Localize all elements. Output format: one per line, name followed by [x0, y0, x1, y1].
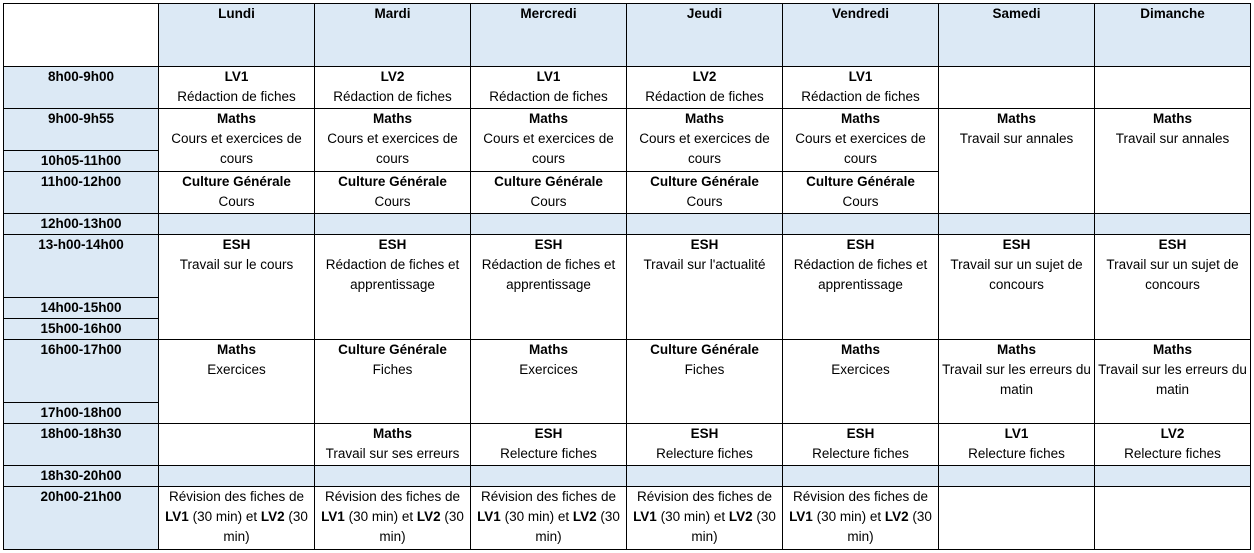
- activity-subject: Culture Générale: [338, 342, 447, 357]
- activity-cell: [783, 235, 939, 340]
- activity-subject: ESH: [690, 426, 719, 441]
- revision-lv2: LV2: [728, 509, 753, 524]
- activity-subject: Culture Générale: [182, 174, 291, 189]
- activity-cell: [315, 235, 471, 340]
- activity-description: Rédaction de fiches: [489, 89, 608, 104]
- revision-lv1: LV1: [633, 509, 657, 524]
- activity-cell: [627, 67, 783, 109]
- activity-subject: LV2: [1160, 426, 1185, 441]
- activity-cell: [471, 172, 627, 214]
- activity-cell: [159, 235, 315, 340]
- row-8h00: [4, 67, 1251, 109]
- activity-description: Cours: [842, 194, 879, 209]
- row-18h30: [4, 466, 1251, 487]
- day-header-dimanche: Dimanche: [1095, 4, 1251, 67]
- activity-cell: [627, 424, 783, 466]
- activity-cell: [783, 67, 939, 109]
- header-row: [4, 4, 1251, 67]
- revision-cell: [159, 487, 315, 550]
- activity-cell: [315, 109, 471, 172]
- break-band: [1095, 466, 1251, 487]
- activity-subject: ESH: [690, 237, 719, 252]
- activity-cell: [1095, 424, 1251, 466]
- activity-subject: LV1: [536, 69, 561, 84]
- revision-mid: (30 min) et: [504, 509, 570, 524]
- activity-description: Cours et exercices de cours: [795, 131, 926, 166]
- break-band: [783, 214, 939, 235]
- activity-subject: Maths: [1152, 111, 1192, 126]
- activity-subject: ESH: [534, 237, 563, 252]
- activity-description: Rédaction de fiches et apprentissage: [793, 257, 928, 292]
- revision-suffix: (30 min): [691, 509, 776, 544]
- activity-cell: [1095, 340, 1251, 424]
- day-header-samedi: Samedi: [939, 4, 1095, 67]
- activity-description: Exercices: [519, 362, 578, 377]
- activity-description: Travail sur annales: [959, 131, 1074, 146]
- activity-description: Cours: [374, 194, 411, 209]
- activity-description: Cours et exercices de cours: [327, 131, 458, 166]
- break-band: [939, 466, 1095, 487]
- time-label: 20h00-21h00: [4, 487, 159, 550]
- revision-lv2: LV2: [884, 509, 909, 524]
- time-label: 18h30-20h00: [4, 466, 159, 487]
- day-header-lundi: Lundi: [159, 4, 315, 67]
- activity-subject: Maths: [528, 342, 568, 357]
- activity-cell: [471, 109, 627, 172]
- day-header-vendredi: Vendredi: [783, 4, 939, 67]
- time-label: 14h00-15h00: [4, 298, 159, 319]
- row-9h00: [4, 109, 1251, 151]
- revision-suffix: (30 min): [535, 509, 620, 544]
- activity-cell: [315, 67, 471, 109]
- time-label: 17h00-18h00: [4, 403, 159, 424]
- activity-cell: [471, 67, 627, 109]
- activity-cell: [471, 340, 627, 424]
- activity-cell: [315, 424, 471, 466]
- revision-prefix: Révision des fiches de: [636, 489, 773, 504]
- time-label: 9h00-9h55: [4, 109, 159, 151]
- revision-prefix: Révision des fiches de: [792, 489, 929, 504]
- empty-cell: [1095, 487, 1251, 550]
- break-band: [471, 214, 627, 235]
- corner-cell: [4, 4, 159, 67]
- activity-subject: LV1: [224, 69, 249, 84]
- break-band: [627, 466, 783, 487]
- activity-description: Cours et exercices de cours: [483, 131, 614, 166]
- activity-subject: Maths: [216, 342, 256, 357]
- activity-description: Cours et exercices de cours: [639, 131, 770, 166]
- activity-cell: [159, 109, 315, 172]
- activity-cell: [939, 109, 1095, 214]
- activity-cell: [159, 340, 315, 424]
- revision-suffix: (30 min): [847, 509, 932, 544]
- revision-prefix: Révision des fiches de: [168, 489, 305, 504]
- revision-mid: (30 min) et: [348, 509, 414, 524]
- revision-lv2: LV2: [416, 509, 441, 524]
- activity-cell: [627, 172, 783, 214]
- revision-suffix: (30 min): [223, 509, 308, 544]
- row-20h00: [4, 487, 1251, 550]
- activity-description: Rédaction de fiches et apprentissage: [325, 257, 460, 292]
- activity-subject: LV2: [380, 69, 405, 84]
- activity-description: Relecture fiches: [656, 446, 753, 461]
- activity-description: Rédaction de fiches: [333, 89, 452, 104]
- break-band: [315, 214, 471, 235]
- revision-lv1: LV1: [477, 509, 501, 524]
- activity-cell: [471, 235, 627, 340]
- revision-cell: [627, 487, 783, 550]
- activity-subject: Maths: [840, 342, 880, 357]
- break-band: [315, 466, 471, 487]
- activity-description: Travail sur annales: [1115, 131, 1230, 146]
- break-band: [159, 214, 315, 235]
- activity-description: Rédaction de fiches: [801, 89, 920, 104]
- activity-subject: Culture Générale: [806, 174, 915, 189]
- activity-subject: Culture Générale: [494, 174, 603, 189]
- activity-description: Relecture fiches: [968, 446, 1065, 461]
- break-band: [939, 214, 1095, 235]
- time-label: 18h00-18h30: [4, 424, 159, 466]
- activity-subject: Maths: [372, 111, 412, 126]
- activity-subject: ESH: [222, 237, 251, 252]
- break-band: [159, 466, 315, 487]
- activity-description: Fiches: [372, 362, 413, 377]
- activity-description: Rédaction de fiches: [177, 89, 296, 104]
- activity-description: Relecture fiches: [1124, 446, 1221, 461]
- activity-subject: Maths: [216, 111, 256, 126]
- activity-description: Cours et exercices de cours: [171, 131, 302, 166]
- activity-description: Fiches: [684, 362, 725, 377]
- activity-description: Travail sur un sujet de concours: [1106, 257, 1239, 292]
- empty-cell: [1095, 67, 1251, 109]
- activity-subject: Maths: [684, 111, 724, 126]
- activity-description: Relecture fiches: [812, 446, 909, 461]
- activity-subject: LV1: [1004, 426, 1029, 441]
- activity-subject: ESH: [846, 237, 875, 252]
- revision-suffix: (30 min): [379, 509, 464, 544]
- activity-subject: ESH: [1158, 237, 1187, 252]
- activity-cell: [315, 340, 471, 424]
- revision-prefix: Révision des fiches de: [324, 489, 461, 504]
- time-label: 16h00-17h00: [4, 340, 159, 403]
- activity-description: Travail sur l'actualité: [643, 257, 766, 272]
- activity-cell: [1095, 235, 1251, 340]
- revision-mid: (30 min) et: [660, 509, 726, 524]
- activity-cell: [783, 424, 939, 466]
- activity-subject: Culture Générale: [650, 342, 759, 357]
- activity-cell: [783, 340, 939, 424]
- activity-cell: [315, 172, 471, 214]
- activity-description: Travail sur ses erreurs: [325, 446, 460, 461]
- revision-lv2: LV2: [260, 509, 285, 524]
- break-band: [1095, 214, 1251, 235]
- activity-subject: Culture Générale: [338, 174, 447, 189]
- day-header-mercredi: Mercredi: [471, 4, 627, 67]
- empty-cell: [939, 67, 1095, 109]
- activity-cell: [783, 109, 939, 172]
- activity-subject: ESH: [378, 237, 407, 252]
- activity-cell: [1095, 109, 1251, 214]
- revision-lv1: LV1: [165, 509, 189, 524]
- time-label: 11h00-12h00: [4, 172, 159, 214]
- activity-subject: Maths: [996, 111, 1036, 126]
- activity-subject: ESH: [1002, 237, 1031, 252]
- activity-cell: [627, 340, 783, 424]
- activity-subject: Maths: [996, 342, 1036, 357]
- revision-cell: [783, 487, 939, 550]
- activity-cell: [939, 340, 1095, 424]
- day-header-mardi: Mardi: [315, 4, 471, 67]
- empty-cell: [939, 487, 1095, 550]
- time-label: 10h05-11h00: [4, 151, 159, 172]
- activity-description: Travail sur le cours: [179, 257, 294, 272]
- activity-cell: [471, 424, 627, 466]
- time-label: 12h00-13h00: [4, 214, 159, 235]
- activity-description: Cours: [530, 194, 567, 209]
- activity-description: Relecture fiches: [500, 446, 597, 461]
- time-label: 13-h00-14h00: [4, 235, 159, 298]
- activity-cell: [783, 172, 939, 214]
- activity-description: Cours: [686, 194, 723, 209]
- activity-cell: [939, 424, 1095, 466]
- time-label: 15h00-16h00: [4, 319, 159, 340]
- activity-subject: Maths: [1152, 342, 1192, 357]
- revision-lv1: LV1: [321, 509, 345, 524]
- activity-description: Travail sur les erreurs du matin: [1098, 362, 1247, 397]
- revision-lv2: LV2: [572, 509, 597, 524]
- revision-cell: [471, 487, 627, 550]
- activity-subject: Maths: [528, 111, 568, 126]
- activity-description: Rédaction de fiches et apprentissage: [481, 257, 616, 292]
- activity-description: Cours: [218, 194, 255, 209]
- revision-mid: (30 min) et: [192, 509, 258, 524]
- activity-cell: [627, 235, 783, 340]
- activity-description: Travail sur un sujet de concours: [950, 257, 1083, 292]
- revision-lv1: LV1: [789, 509, 813, 524]
- row-12h00: [4, 214, 1251, 235]
- break-band: [783, 466, 939, 487]
- revision-prefix: Révision des fiches de: [480, 489, 617, 504]
- break-band: [471, 466, 627, 487]
- break-band: [627, 214, 783, 235]
- activity-description: Exercices: [831, 362, 890, 377]
- day-header-jeudi: Jeudi: [627, 4, 783, 67]
- activity-subject: Culture Générale: [650, 174, 759, 189]
- activity-subject: ESH: [846, 426, 875, 441]
- activity-subject: Maths: [840, 111, 880, 126]
- row-18h00: [4, 424, 1251, 466]
- row-16h00: [4, 340, 1251, 403]
- activity-cell: [627, 109, 783, 172]
- empty-cell: [159, 424, 315, 466]
- activity-cell: [939, 235, 1095, 340]
- row-13h00: [4, 235, 1251, 298]
- activity-subject: LV1: [848, 69, 873, 84]
- activity-subject: Maths: [372, 426, 412, 441]
- revision-mid: (30 min) et: [816, 509, 882, 524]
- revision-cell: [315, 487, 471, 550]
- activity-cell: [159, 172, 315, 214]
- activity-description: Rédaction de fiches: [645, 89, 764, 104]
- time-label: 8h00-9h00: [4, 67, 159, 109]
- activity-description: Exercices: [207, 362, 266, 377]
- activity-description: Travail sur les erreurs du matin: [942, 362, 1091, 397]
- weekly-schedule-table: [3, 3, 1251, 550]
- activity-subject: LV2: [692, 69, 717, 84]
- activity-subject: ESH: [534, 426, 563, 441]
- activity-cell: [159, 67, 315, 109]
